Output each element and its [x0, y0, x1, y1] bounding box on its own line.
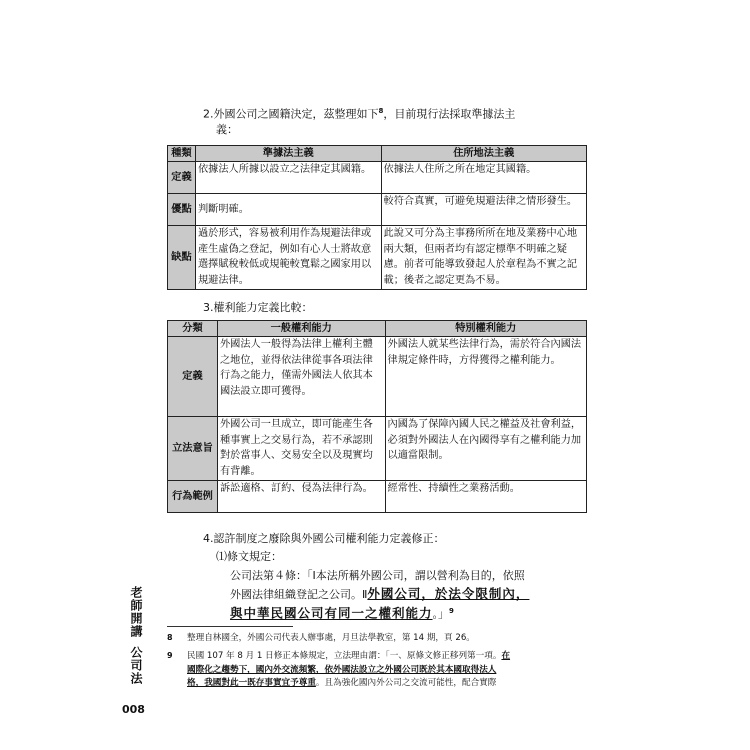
footnote-8 — [167, 631, 587, 646]
table-row — [168, 226, 587, 290]
table-cell: 外國公司一旦成立，即可能產生各種事實上之交易行為，若不承認則對於當事人、交易安全以及現實均有背離。 — [217, 417, 385, 481]
table-cell: 外國法人一般得為法律上權利主體之地位，並得依法律從事各項法律行為之能力，僅需外國法人依其本國法設立即可獲得。 — [217, 337, 385, 417]
heading-text: 2.外國公司之國籍決定，茲整理如下 — [203, 107, 379, 121]
footnote-9 — [167, 649, 587, 691]
footnote-ref[interactable]: 9 — [449, 607, 454, 615]
footnote-text: 。且為強化國內外公司之交流可能性，配合實際 — [315, 678, 497, 688]
law-quote-line1: 公司法第４條：「Ⅰ本法所稱外國公司，謂以營利為目的，依照 — [230, 569, 525, 582]
header-category: 分類 — [168, 321, 218, 337]
law-emphasis: 外國公司，於法令限制內， — [367, 586, 530, 601]
section-heading-2 — [203, 103, 515, 123]
header-type: 種類 — [168, 146, 196, 162]
footnote-emphasis: 在 — [501, 651, 511, 661]
table-row — [168, 337, 587, 417]
table-row — [168, 417, 587, 481]
section-heading-2-cont — [216, 121, 238, 138]
law-text: 。」 — [432, 607, 450, 621]
nationality-table — [167, 145, 587, 290]
table-row — [168, 194, 587, 226]
subheading-article: ⑴條文規定： — [216, 550, 282, 563]
row-label-definition: 定義 — [168, 337, 218, 417]
header-domicile: 住所地法主義 — [381, 146, 586, 162]
table-cell: 經常性、持續性之業務活動。 — [385, 481, 586, 513]
page-number: 008 — [122, 703, 145, 716]
footnote-ref[interactable]: 8 — [378, 107, 384, 115]
footnote-emphasis: 格，我國對此一既存事實宜予尊重 — [187, 678, 316, 688]
table-row — [168, 481, 587, 513]
row-label-disadvantage: 缺點 — [168, 226, 196, 290]
capacity-table — [167, 320, 587, 513]
row-label-definition: 定義 — [168, 162, 196, 194]
table-cell: 內國為了保障內國人民之權益及社會利益，必須對外國法人在內國得享有之權利能力加以適當限制。 — [385, 417, 586, 481]
sidebar-subject: 公司法 — [129, 646, 143, 685]
table-cell: 此說又可分為主事務所所在地及業務中心地兩大類，但兩者均有認定標準不明確之疑慮。前者可能導致發起人於章程為不實之記載；後者之認定更為不易。 — [381, 226, 586, 290]
table-cell: 過於形式，容易被利用作為規避法律或產生虛偽之登記，例如有心人士將故意選擇賦稅較低或規範較寬鬆之國家用以規避法律。 — [195, 226, 381, 290]
table-row — [168, 162, 587, 194]
footnote-divider — [167, 626, 293, 627]
table-cell: 訴訟適格、訂約、侵為法律行為。 — [217, 481, 385, 513]
law-text: 外國法律組織登記之公司。Ⅱ — [230, 588, 368, 601]
table-cell: 依據法人所據以設立之法律定其國籍。 — [195, 162, 381, 194]
header-special-capacity: 特別權利能力 — [385, 321, 586, 337]
row-label-examples: 行為範例 — [168, 481, 218, 513]
table-cell: 外國法人就某些法律行為，需於符合內國法律規定條件時，方得獲得之權利能力。 — [385, 337, 586, 417]
footnote-emphasis: 國際化之趨勢下，國內外交流頻繁，依外國法設立之外國公司既於其本國取得法人 — [187, 664, 497, 675]
table-cell: 較符合真實，可避免規避法律之情形發生。 — [381, 194, 586, 226]
heading-text-cont: ，目前現行法採取準據法主 — [383, 107, 516, 121]
sidebar-series-title: 老師開講 — [129, 586, 143, 638]
section-heading-3: 3.權利能力定義比較： — [203, 301, 313, 314]
row-label-legislative-intent: 立法意旨 — [168, 417, 218, 481]
row-label-advantage: 優點 — [168, 194, 196, 226]
footnote-text: 民國 107 年 8 月 1 日修正本條規定，立法理由謂：「一、原條文修正移列第一項。 — [187, 651, 502, 661]
footnote-number: 9 — [167, 651, 173, 660]
footnote-number: 8 — [167, 633, 173, 642]
table-cell: 依據法人住所之所在地定其國籍。 — [381, 162, 586, 194]
section-heading-4: 4.認許制度之廢除與外國公司權利能力定義修正： — [203, 532, 445, 545]
heading-text-line2: 義： — [216, 123, 238, 136]
header-incorporation: 準據法主義 — [195, 146, 381, 162]
table-cell: 判斷明確。 — [195, 194, 381, 226]
header-general-capacity: 一般權利能力 — [217, 321, 385, 337]
law-emphasis: 與中華民國公司有同一之權利能力 — [230, 605, 433, 621]
footnote-text: 整理自林國全，外國公司代表人辦事處，月旦法學教室，第 14 期，頁 26。 — [187, 633, 475, 643]
law-quote-line2 — [230, 584, 529, 604]
law-quote-line3 — [230, 602, 454, 624]
